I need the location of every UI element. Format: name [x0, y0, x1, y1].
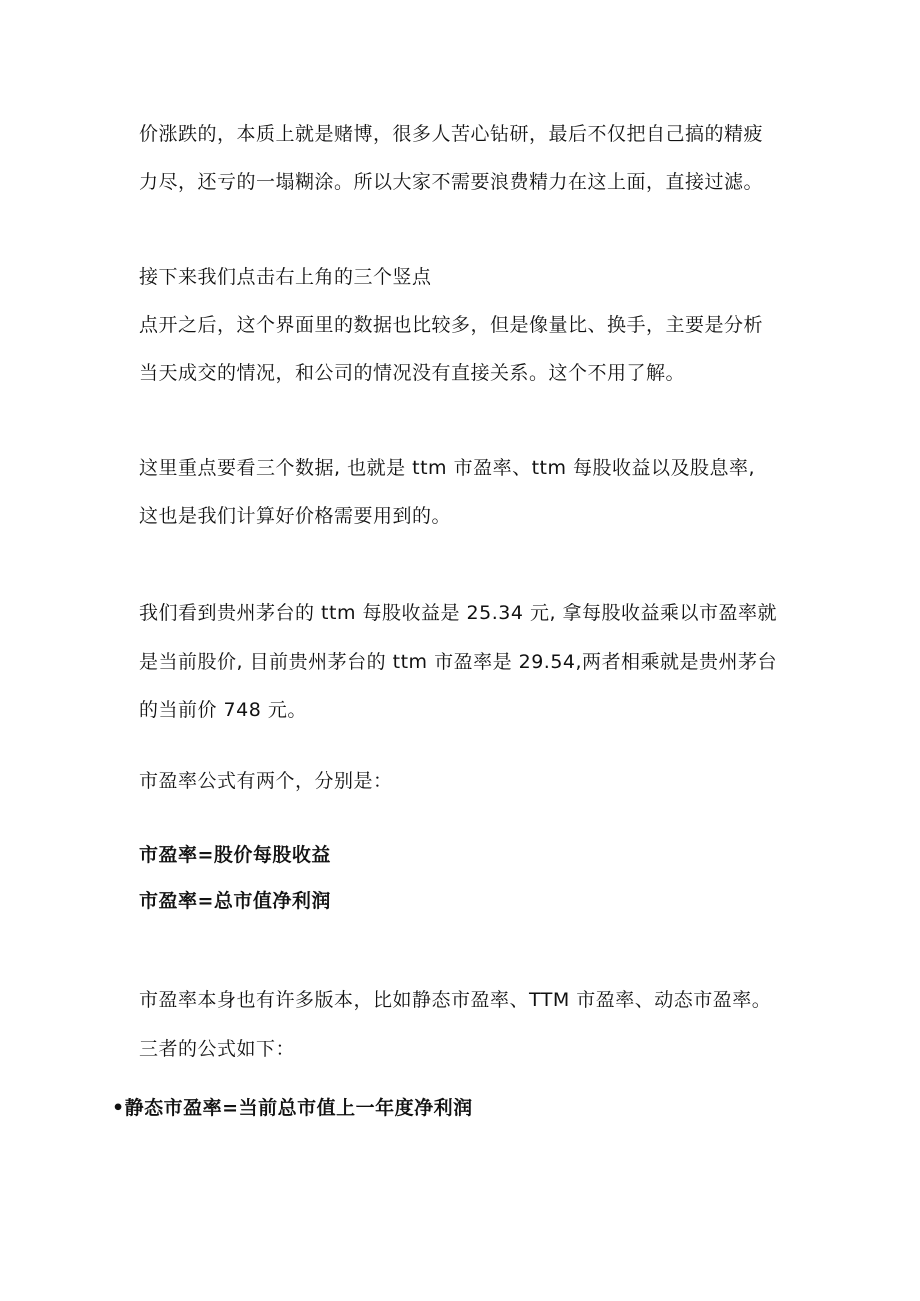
- paragraph-2-line-3: 当天成交的情况，和公司的情况没有直接关系。这个不用了解。: [139, 362, 686, 384]
- paragraph-1-line-1: 价涨跌的，本质上就是赌博，很多人苦心钻研，最后不仅把自己搞的精疲: [139, 123, 764, 145]
- paragraph-3-line-1: 这里重点要看三个数据, 也就是 ttm 市盈率、ttm 每股收益以及股息率,: [139, 457, 756, 479]
- paragraph-2-line-1: 接下来我们点击右上角的三个竖点: [139, 266, 432, 288]
- paragraph-4-line-1: 我们看到贵州茅台的 ttm 每股收益是 25.34 元, 拿每股收益乘以市盈率就: [139, 602, 778, 624]
- formula-1: 市盈率=股价每股收益: [139, 844, 331, 866]
- formula-intro: 市盈率公式有两个，分别是：: [139, 770, 393, 792]
- paragraph-1-line-2: 力尽，还亏的一塌糊涂。所以大家不需要浪费精力在这上面，直接过滤。: [139, 171, 764, 193]
- paragraph-4-line-2: 是当前股价, 目前贵州茅台的 ttm 市盈率是 29.54,两者相乘就是贵州茅台: [139, 651, 778, 673]
- paragraph-5-line-2: 三者的公式如下：: [139, 1038, 296, 1060]
- paragraph-5-line-1: 市盈率本身也有许多版本，比如静态市盈率、TTM 市盈率、动态市盈率。: [139, 989, 772, 1011]
- formula-2: 市盈率=总市值净利润: [139, 890, 331, 912]
- bullet-static-pe-formula: •静态市盈率=当前总市值上一年度净利润: [112, 1097, 473, 1119]
- paragraph-4-line-3: 的当前价 748 元。: [139, 699, 307, 721]
- paragraph-3-line-2: 这也是我们计算好价格需要用到的。: [139, 505, 452, 527]
- paragraph-2-line-2: 点开之后，这个界面里的数据也比较多，但是像量比、换手，主要是分析: [139, 314, 764, 336]
